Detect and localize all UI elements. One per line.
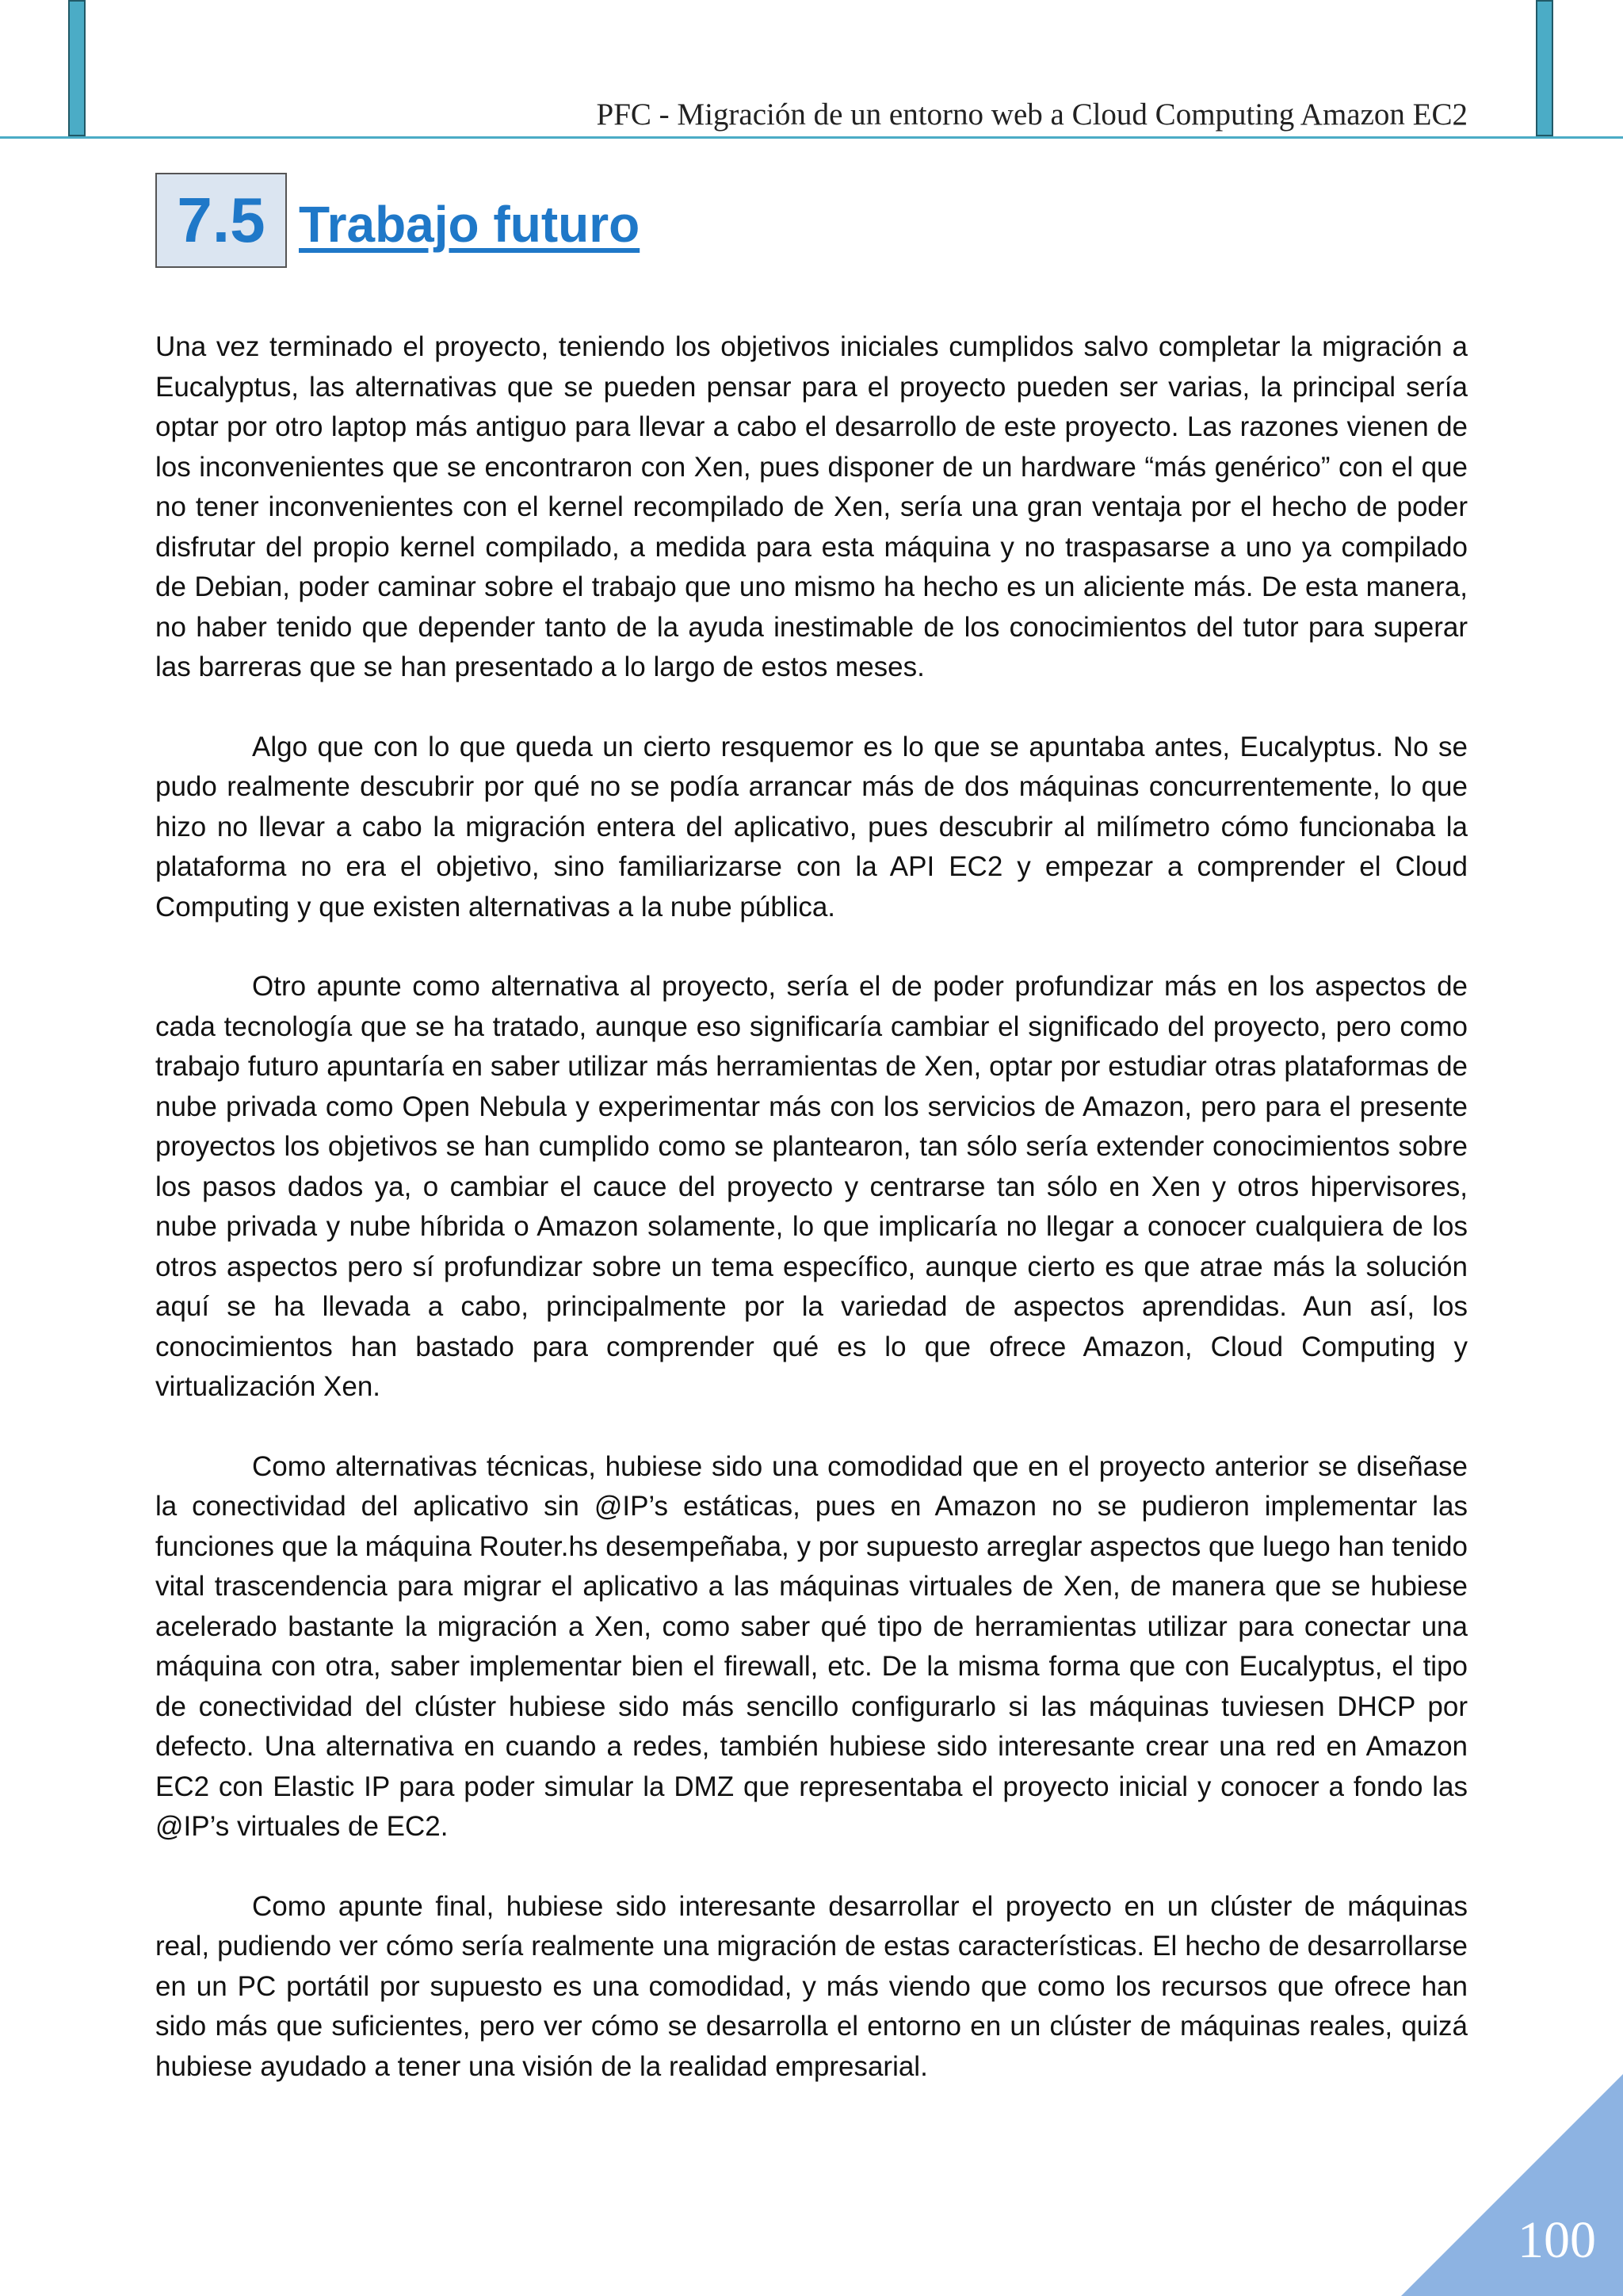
page-number: 100 bbox=[1518, 2211, 1596, 2269]
running-header-title: PFC - Migración de un entorno web a Cloud Computing Amazon EC2 bbox=[596, 97, 1468, 132]
body-text bbox=[155, 327, 1468, 2126]
section-title: Trabajo futuro bbox=[299, 196, 640, 253]
paragraph-5: Como apunte final, hubiese sido interesante desarrollar el proyecto en un clúster de máquinas real, pudiendo ver cómo sería realmente una migración de estas características. El hecho de desarrollarse en un PC portátil por supuesto es una comodidad, y más viendo que como los recursos que ofrece han sido más que suficientes, pero ver cómo se desarrolla el entorno en un clúster de máquinas reales, quizá hubiese ayudado a tener una visión de la realidad empresarial. bbox=[155, 1890, 1468, 2082]
header-left-bar bbox=[68, 0, 86, 136]
header-right-bar bbox=[1536, 0, 1553, 136]
paragraph-4: Como alternativas técnicas, hubiese sido una comodidad que en el proyecto anterior se diseñase la conectividad del aplicativo sin @IP’s estáticas, pues en Amazon no se pudieron implementar las funciones que la máquina Router.hs desempeñaba, y por supuesto arreglar aspectos que luego han tenido vital trascendencia para migrar el aplicativo a las máquinas virtuales de Xen, de manera que se hubiese acelerado bastante la migración a Xen, como saber qué tipo de herramientas utilizar para conectar una máquina con otra, saber implementar bien el firewall, etc. De la misma forma que con Eucalyptus, el tipo de conectividad del clúster hubiese sido más sencillo configurarlo si las máquinas tuviesen DHCP por defecto. Una alternativa en cuando a redes, también hubiese sido interesante crear una red en Amazon EC2 con Elastic IP para poder simular la DMZ que representaba el proyecto inicial y conocer a fondo las @IP’s virtuales de EC2. bbox=[155, 1450, 1468, 1842]
header-rule bbox=[0, 136, 1623, 139]
paragraph-1: Una vez terminado el proyecto, teniendo los objetivos iniciales cumplidos salvo completar la migración a Eucalyptus, las alternativas que se pueden pensar para el proyecto pueden ser varias, la principal sería optar por otro laptop más antiguo para llevar a cabo el desarrollo de este proyecto. Las razones vienen de los inconvenientes que se encontraron con Xen, pues disponer de un hardware “más genérico” con el que no tener inconvenientes con el kernel recompilado de Xen, sería una gran ventaja por el hecho de poder disfrutar del propio kernel compilado, a medida para esta máquina y no traspasarse a uno ya compilado de Debian, poder caminar sobre el trabajo que uno mismo ha hecho es un aliciente más. De esta manera, no haber tenido que depender tanto de la ayuda inestimable de los conocimientos del tutor para superar las barreras que se han presentado a lo largo de estos meses. bbox=[155, 331, 1468, 682]
section-number: 7.5 bbox=[177, 185, 265, 255]
paragraph-2: Algo que con lo que queda un cierto resquemor es lo que se apuntaba antes, Eucalyptus. No se pudo realmente descubrir por qué no se podía arrancar más de dos máquinas concurrentemente, lo que hizo no llevar a cabo la migración entera del aplicativo, pues descubrir al milímetro cómo funcionaba la plataforma no era el objetivo, sino familiarizarse con la API EC2 y empezar a comprender el Cloud Computing y que existen alternativas a la nube pública. bbox=[155, 731, 1468, 923]
paragraph-3: Otro apunte como alternativa al proyecto, sería el de poder profundizar más en los aspectos de cada tecnología que se ha tratado, aunque eso significaría cambiar el significado del proyecto, pero como trabajo futuro apuntaría en saber utilizar más herramientas de Xen, optar por estudiar otras plataformas de nube privada como Open Nebula y experimentar más con los servicios de Amazon, pero para el presente proyectos los objetivos se han cumplido como se plantearon, tan sólo sería extender conocimientos sobre los pasos dados ya, o cambiar el cauce del proyecto y centrarse tan sólo en Xen y otros hipervisores, nube privada y nube híbrida o Amazon solamente, lo que implicaría no llegar a conocer cualquiera de los otros aspectos pero sí profundizar sobre un tema específico, aunque cierto es que atrae más la solución aquí se ha llevada a cabo, principalmente por la variedad de aspectos aprendidas. Aun así, los conocimientos han bastado para comprender qué es lo que ofrece Amazon, Cloud Computing y virtualización Xen. bbox=[155, 971, 1468, 1402]
section-number-box bbox=[155, 173, 287, 268]
